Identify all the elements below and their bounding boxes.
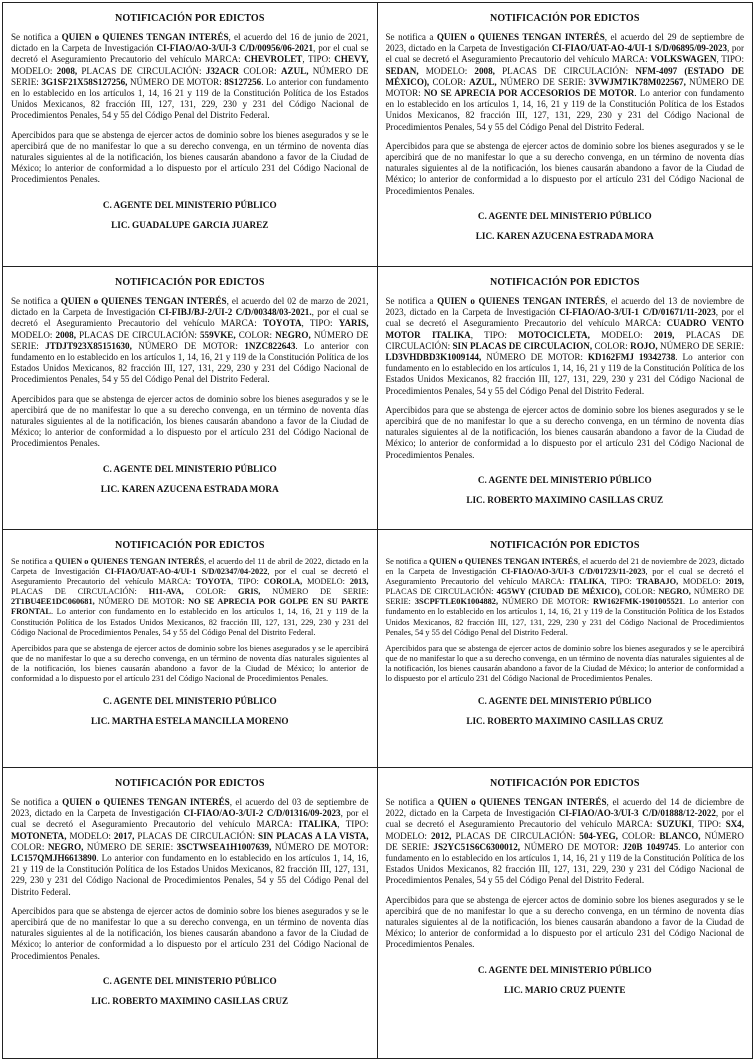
notice-title: NOTIFICACIÓN POR EDICTOS bbox=[490, 13, 640, 24]
notice-7 bbox=[3, 768, 378, 1058]
notice-official-name: LIC. ROBERTO MAXIMINO CASILLAS CRUZ bbox=[466, 494, 664, 505]
notice-signature: C. AGENTE DEL MINISTERIO PÚBLICO bbox=[477, 210, 652, 221]
notice-signature: C. AGENTE DEL MINISTERIO PÚBLICO bbox=[477, 696, 652, 707]
emphasis-text: ITALIKA bbox=[298, 819, 338, 830]
notice-3 bbox=[3, 267, 378, 530]
emphasis-text: AZUL, bbox=[280, 65, 309, 76]
emphasis-text: SEDAN, bbox=[385, 65, 419, 76]
notice-title: NOTIFICACIÓN POR EDICTOS bbox=[115, 778, 265, 789]
notice-body: Se notifica a QUIEN o QUIENES TENGAN INTERÉS, el acuerdo del 02 de marzo de 2021, dictado en la Carpeta de Investigación CI-FIBJ/BJ-2/UI-2 C/D/00348/03-2021., por el cual se decretó el Aseguramiento Precautorio del vehículo MARCA: TOYOTA, TIPO: YARIS, MODELO: 2008, PLACAS DE CIRCULACIÓN: 559VKE, COLOR: NEGRO, NÚMERO DE SERIE: JTDJT923X85151630, NÚMERO DE MOTOR: 1NZC822643. Lo anterior con fundamento en lo establecido en los artículos 1, 14, 16, 21 y 119 de la Constitución Política de los Estados Unidos Mexicanos, 82 fracción III, 127, 131, 229, 230 y 231 del Código Nacional de Procedimientos Penales, 54 y 55 del Código Penal del Distrito Federal. bbox=[11, 296, 369, 385]
emphasis-text: NFM-4097 (ESTADO DE MÉXICO), bbox=[385, 65, 744, 87]
emphasis-text: J32ACR bbox=[205, 65, 240, 76]
emphasis-text: J20B 1049745 bbox=[622, 841, 679, 852]
emphasis-text: CHEVROLET bbox=[244, 54, 303, 65]
emphasis-text: 2017, bbox=[113, 830, 135, 841]
notice-signature: C. AGENTE DEL MINISTERIO PÚBLICO bbox=[477, 964, 652, 975]
emphasis-text: KD162FMJ 19342738 bbox=[587, 352, 676, 363]
emphasis-text: CI-FIBJ/BJ-2/UI-2 C/D/00348/03-2021. bbox=[158, 307, 312, 318]
notice-signature: C. AGENTE DEL MINISTERIO PÚBLICO bbox=[102, 696, 277, 707]
emphasis-text: JTDJT923X85151630, bbox=[45, 340, 132, 351]
emphasis-text: VOLKSWAGEN bbox=[650, 54, 717, 65]
emphasis-text: CI-FIAO/UAT-AO-4/UI-1 S/D/06895/09-2023 bbox=[551, 43, 728, 54]
notice-warning: Apercibidos para que se abstenga de ejercer actos de dominio sobre los bienes asegurados y se le apercibirá que de no manifestar lo que a su derecho convenga, en un término de noventa días naturales siguientes al de la notificación, los bienes causarán abandono a favor de la Ciudad de México; lo anterior de conformidad a lo dispuesto por el artículo 231 del Código Nacional de Procedimientos Penales. bbox=[385, 643, 744, 684]
emphasis-text: NEGRO, bbox=[658, 587, 691, 597]
emphasis-text: CHEVY, bbox=[334, 54, 369, 65]
emphasis-text: 8S127256 bbox=[224, 76, 262, 87]
notice-warning: Apercibidos para que se abstenga de ejercer actos de dominio sobre los bienes asegurados y se le apercibirá que de no manifestar lo que a su derecho convenga, en un término de noventa días naturales siguientes al de la notificación, los bienes causarán abandono a favor de la Ciudad de México; lo anterior de conformidad a lo dispuesto por el artículo 231 del Código Nacional de Procedimientos Penales. bbox=[385, 894, 744, 950]
emphasis-text: AZUL, bbox=[469, 76, 497, 87]
notice-title: NOTIFICACIÓN POR EDICTOS bbox=[490, 277, 640, 288]
emphasis-text: CI-FIAO/AO-3/UI-3 C/D/01723/11-2023 bbox=[501, 567, 646, 577]
emphasis-text: NEGRO, bbox=[275, 329, 311, 340]
emphasis-text: CI-FIAO/AO-3/UI-3 C/D/01888/12-2022 bbox=[558, 808, 716, 819]
emphasis-text: 2019, bbox=[653, 329, 675, 340]
notice-warning: Apercibidos para que se abstenga de ejercer actos de dominio sobre los bienes asegurados y se le apercibirá que de no manifestar lo que a su derecho convenga, en un término de noventa días naturales siguientes al de la notificación, los bienes causarán abandono a favor de la Ciudad de México; lo anterior de conformidad a lo dispuesto por el artículo 231 del Código Nacional de Procedimientos Penales. bbox=[11, 905, 369, 961]
emphasis-text: 3SCPFTLE0K1004882, bbox=[414, 597, 499, 607]
notice-body: Se notifica a QUIEN o QUIENES TENGAN INTERÉS, el acuerdo del 11 de abril de 2022, dictado en la Carpeta de Investigación CI-FIAO/UAT-AO-4/UI-1 S/D/02347/04-2022, por el cual se decretó el Aseguramiento Precautorio del vehículo MARCA: TOYOTA, TIPO: COROLA, MODELO: 2013, PLACAS DE CIRCULACIÓN: H11-AVA, COLOR: GRIS, NÚMERO DE SERIE: 2T1BU4EE1DC060681, NÚMERO DE MOTOR: NO SE APRECIA POR GOLPE EN SU PARTE FRONTAL. Lo anterior con fundamento en lo establecido en los artículos 1, 14, 16, 21 y 119 de la Constitución Política de los Estados Unidos Mexicanos, 82 fracción III, 127, 131, 229, 230 y 231 del Código Nacional de Procedimientos Penales, 54 y 55 del Código Penal del Distrito Federal. bbox=[11, 557, 369, 637]
notice-warning: Apercibidos para que se abstenga de ejercer actos de dominio sobre los bienes asegurados y se le apercibirá que de no manifestar lo que a su derecho convenga, en un término de noventa días naturales siguientes al de la notificación, los bienes causarán abandono a favor de la Ciudad de México; lo anterior de conformidad a lo dispuesto por el artículo 231 del Código Nacional de Procedimientos Penales. bbox=[385, 140, 744, 196]
emphasis-text: COROLA, bbox=[263, 577, 303, 587]
notice-official-name: LIC. ROBERTO MAXIMINO CASILLAS CRUZ bbox=[91, 995, 289, 1006]
emphasis-text: 2T1BU4EE1DC060681, bbox=[11, 597, 95, 607]
emphasis-text: 1NZC822643 bbox=[244, 340, 296, 351]
emphasis-text: 504-YEG, bbox=[579, 830, 618, 841]
emphasis-text: 4G5WY (CIUDAD DE MÉXICO), bbox=[496, 587, 622, 597]
emphasis-text: CI-FIAO/AO-3/UI-1 C/D/01671/11-2023 bbox=[559, 307, 716, 318]
emphasis-text: SX4, bbox=[725, 819, 745, 830]
emphasis-text: MOTOCICLETA, bbox=[518, 329, 590, 340]
emphasis-text: TOYOTA bbox=[262, 318, 302, 329]
emphasis-text: YARIS, bbox=[338, 318, 369, 329]
emphasis-text: QUIEN o QUIENES TENGAN INTERÉS bbox=[429, 557, 579, 566]
notice-official-name: LIC. GUADALUPE GARCIA JUAREZ bbox=[111, 219, 269, 230]
notice-title: NOTIFICACIÓN POR EDICTOS bbox=[115, 540, 265, 551]
emphasis-text: QUIEN o QUIENES TENGAN INTERÉS bbox=[437, 296, 606, 306]
notice-official-name: LIC. MARTHA ESTELA MANCILLA MORENO bbox=[91, 716, 289, 727]
emphasis-text: LD3VHDBD3K1009144, bbox=[385, 352, 482, 363]
emphasis-text: SIN PLACAS A LA VISTA, bbox=[258, 830, 369, 841]
notice-warning: Apercibidos para que se abstenga de ejercer actos de dominio sobre los bienes asegurados y se le apercibirá que de no manifestar lo que a su derecho convenga, en un término de noventa días naturales siguientes al de la notificación, los bienes causarán abandono a favor de la Ciudad de México; lo anterior de conformidad a lo dispuesto por el artículo 231 del Código Nacional de Procedimientos Penales. bbox=[11, 129, 369, 185]
emphasis-text: LC157QMJH6613890 bbox=[11, 853, 97, 864]
emphasis-text: 2019, bbox=[725, 577, 744, 587]
emphasis-text: NO SE APRECIA POR ACCESORIOS DE MOTOR bbox=[423, 88, 635, 99]
emphasis-text: QUIEN o QUIENES TENGAN INTERÉS bbox=[62, 797, 230, 807]
notice-body: Se notifica a QUIEN o QUIENES TENGAN INTERÉS, el acuerdo del 13 de noviembre de 2023, dictado en la Carpeta de Investigación CI-FIAO/AO-3/UI-1 C/D/01671/11-2023, por el cual se decretó el Aseguramiento Precautorio del vehículo MARCA: CUADRO VENTO MOTOR ITALIKA, TIPO: MOTOCICLETA, MODELO: 2019, PLACAS DE CIRCULACIÓN: SIN PLACAS DE CIRCULACION, COLOR: ROJO, NÚMERO DE SERIE: LD3VHDBD3K1009144, NÚMERO DE MOTOR: KD162FMJ 19342738. Lo anterior con fundamento en lo establecido en los artículos 1, 14, 16, 21 y 119 de la Constitución Política de los Estados Unidos Mexicanos, 82 fracción III, 127, 131, 229, 230 y 231 del Código Nacional de Procedimientos Penales, 54 y 55 del Código Penal del Distrito Federal. bbox=[385, 296, 744, 396]
emphasis-text: QUIEN o QUIENES TENGAN INTERÉS bbox=[54, 557, 205, 566]
emphasis-text: SUZUKI bbox=[656, 819, 692, 830]
notice-official-name: LIC. KAREN AZUCENA ESTRADA MORA bbox=[100, 483, 279, 494]
emphasis-text: CUADRO VENTO MOTOR ITALIKA bbox=[385, 318, 744, 340]
edicts-grid bbox=[2, 2, 753, 1059]
notice-signature: C. AGENTE DEL MINISTERIO PÚBLICO bbox=[102, 199, 277, 210]
emphasis-text: 3SCTWSEA1H1007639, bbox=[176, 841, 272, 852]
notice-title: NOTIFICACIÓN POR EDICTOS bbox=[115, 13, 265, 24]
notice-official-name: LIC. KAREN AZUCENA ESTRADA MORA bbox=[475, 230, 654, 241]
emphasis-text: QUIEN o QUIENES TENGAN INTERÉS bbox=[61, 32, 229, 42]
notice-official-name: LIC. MARIO CRUZ PUENTE bbox=[504, 984, 626, 995]
emphasis-text: 559VKE, bbox=[200, 329, 236, 340]
notice-official-name: LIC. ROBERTO MAXIMINO CASILLAS CRUZ bbox=[466, 716, 664, 727]
notice-warning: Apercibidos para que se abstenga de ejercer actos de dominio sobre los bienes asegurados y se le apercibirá que de no manifestar lo que a su derecho convenga, en un término de noventa días naturales siguientes al de la notificación, los bienes causarán abandono a favor de la Ciudad de México; lo anterior de conformidad a lo dispuesto por el artículo 231 del Código Nacional de Procedimientos Penales. bbox=[11, 643, 369, 684]
emphasis-text: CI-FIAO/AO-3/UI-2 C/D/01316/09-2023 bbox=[183, 808, 341, 819]
notice-body: Se notifica a QUIEN o QUIENES TENGAN INTERÉS, el acuerdo del 03 de septiembre de 2023, dictado en la Carpeta de Investigación CI-FIAO/AO-3/UI-2 C/D/01316/09-2023, por el cual se decretó el Aseguramiento Precautorio del vehículo MARCA: ITALIKA, TIPO: MOTONETA, MODELO: 2017, PLACAS DE CIRCULACIÓN: SIN PLACAS A LA VISTA, COLOR: NEGRO, NÚMERO DE SERIE: 3SCTWSEA1H1007639, NÚMERO DE MOTOR: LC157QMJH6613890. Lo anterior con fundamento en lo establecido en los artículos 1, 14, 16, 21 y 119 de la Constitución Política de los Estados Unidos Mexicanos, 82 fracción III, 127, 131, 229, 230 y 231 del Código Nacional de Procedimientos Penales, 54 y 55 del Código Penal del Distrito Federal. bbox=[11, 797, 369, 897]
emphasis-text: 3VWJM71K78M022567, bbox=[589, 76, 686, 87]
emphasis-text: CI-FIAO/UAT-AO-4/UI-1 S/D/02347/04-2022 bbox=[104, 567, 268, 577]
notice-title: NOTIFICACIÓN POR EDICTOS bbox=[490, 778, 640, 789]
notice-1 bbox=[3, 3, 378, 267]
emphasis-text: QUIEN o QUIENES TENGAN INTERÉS bbox=[436, 32, 605, 42]
emphasis-text: QUIEN o QUIENES TENGAN INTERÉS bbox=[60, 296, 227, 306]
emphasis-text: TRABAJO, bbox=[636, 577, 679, 587]
notice-body: Se notifica a QUIEN o QUIENES TENGAN INTERÉS, el acuerdo del 29 de septiembre de 2023, dictado en la Carpeta de Investigación CI-FIAO/UAT-AO-4/UI-1 S/D/06895/09-2023, por el cual se decretó el Aseguramiento Precautorio del vehículo MARCA: VOLKSWAGEN, TIPO: SEDAN, MODELO: 2008, PLACAS DE CIRCULACIÓN: NFM-4097 (ESTADO DE MÉXICO), COLOR: AZUL, NÚMERO DE SERIE: 3VWJM71K78M022567, NÚMERO DE MOTOR: NO SE APRECIA POR ACCESORIOS DE MOTOR. Lo anterior con fundamento en lo establecido en los artículos 1, 14, 16, 21 y 119 de la Constitución Política de los Estados Unidos Mexicanos, 82 fracción III, 127, 131, 229, 230 y 231 del Código Nacional de Procedimientos Penales, 54 y 55 del Código Penal del Distrito Federal. bbox=[385, 32, 745, 132]
emphasis-text: 3G1SF21X58S127256, bbox=[41, 76, 128, 87]
emphasis-text: SIN PLACAS DE CIRCULACION, bbox=[452, 340, 593, 351]
notice-warning: Apercibidos para que se abstenga de ejercer actos de dominio sobre los bienes asegurados y se le apercibirá que de no manifestar lo que a su derecho convenga, en un término de noventa días naturales siguientes al de la notificación, los bienes causarán abandono a favor de la Ciudad de México; lo anterior de conformidad a lo dispuesto por el artículo 231 del Código Nacional de Procedimientos Penales. bbox=[385, 404, 744, 460]
emphasis-text: 2008, bbox=[55, 329, 76, 340]
notice-signature: C. AGENTE DEL MINISTERIO PÚBLICO bbox=[102, 975, 277, 986]
emphasis-text: MOTONETA, bbox=[11, 830, 67, 841]
emphasis-text: GRIS, bbox=[237, 587, 261, 597]
notice-body: Se notifica a QUIEN o QUIENES TENGAN INTERÉS, el acuerdo del 14 de diciembre de 2022, dictado en la Carpeta de Investigación CI-FIAO/AO-3/UI-3 C/D/01888/12-2022, por el cual se decretó el Aseguramiento Precautorio del vehículo MARCA: SUZUKI, TIPO: SX4, MODELO: 2012, PLACAS DE CIRCULACIÓN: 504-YEG, COLOR: BLANCO, NÚMERO DE SERIE: JS2YC51S6C6300012, NÚMERO DE MOTOR: J20B 1049745. Lo anterior con fundamento en lo establecido en los artículos 1, 14, 16, 21 y 119 de la Constitución Política de los Estados Unidos Mexicanos, 82 fracción III, 127, 131, 229, 230 y 231 del Código Nacional de Procedimientos Penales, 54 y 55 del Código Penal del Distrito Federal. bbox=[385, 797, 745, 886]
notice-signature: C. AGENTE DEL MINISTERIO PÚBLICO bbox=[102, 463, 277, 474]
notice-title: NOTIFICACIÓN POR EDICTOS bbox=[490, 540, 640, 551]
notice-6 bbox=[378, 530, 753, 768]
notice-warning: Apercibidos para que se abstenga de ejercer actos de dominio sobre los bienes asegurados y se le apercibirá que de no manifestar lo que a su derecho convenga, en un término de noventa días naturales siguientes al de la notificación, los bienes causarán abandono a favor de la Ciudad de México; lo anterior de conformidad a lo dispuesto por el artículo 231 del Código Nacional de Procedimientos Penales. bbox=[11, 393, 369, 449]
emphasis-text: BLANCO, bbox=[659, 830, 701, 841]
emphasis-text: ITALIKA bbox=[569, 577, 605, 587]
notice-2 bbox=[378, 3, 753, 267]
notice-title: NOTIFICACIÓN POR EDICTOS bbox=[115, 277, 265, 288]
notice-signature: C. AGENTE DEL MINISTERIO PÚBLICO bbox=[477, 474, 652, 485]
emphasis-text: 2012, bbox=[430, 830, 452, 841]
emphasis-text: 2008, bbox=[474, 65, 495, 76]
emphasis-text: NO SE APRECIA POR GOLPE EN SU PARTE FRONTAL bbox=[11, 597, 369, 617]
notice-5 bbox=[3, 530, 378, 768]
emphasis-text: NEGRO, bbox=[47, 841, 84, 852]
emphasis-text: 2013, bbox=[349, 577, 369, 587]
notice-body: Se notifica a QUIEN o QUIENES TENGAN INTERÉS, el acuerdo del 21 de noviembre de 2023, dictado en la Carpeta de Investigación CI-FIAO/AO-3/UI-3 C/D/01723/11-2023, por el cual se decretó el Aseguramiento Precautorio del vehículo MARCA: ITALIKA, TIPO: TRABAJO, MODELO: 2019, PLACAS DE CIRCULACIÓN: 4G5WY (CIUDAD DE MÉXICO), COLOR: NEGRO, NÚMERO DE SERIE: 3SCPFTLE0K1004882, NÚMERO DE MOTOR: RW162FMK-1901005521. Lo anterior con fundamento en lo establecido en los artículos 1, 14, 16, 21 y 119 de la Constitución Política de los Estados Unidos Mexicanos, 82 fracción III, 127, 131, 229, 230 y 231 del Código Nacional de Procedimientos Penales, 54 y 55 del Código Penal del Distrito Federal. bbox=[385, 557, 744, 637]
notice-8 bbox=[378, 768, 753, 1058]
emphasis-text: QUIEN o QUIENES TENGAN INTERÉS bbox=[437, 797, 607, 807]
emphasis-text: ROJO, bbox=[630, 340, 658, 351]
notice-body: Se notifica a QUIEN o QUIENES TENGAN INTERÉS, el acuerdo del 16 de junio de 2021, dictado en la Carpeta de Investigación CI-FIAO/AO-3/UI-3 C/D/00956/06-2021, por el cual se decretó el Aseguramiento Precautorio del vehículo MARCA: CHEVROLET, TIPO: CHEVY, MODELO: 2008, PLACAS DE CIRCULACIÓN: J32ACR COLOR: AZUL, NÚMERO DE SERIE: 3G1SF21X58S127256, NÚMERO DE MOTOR: 8S127256. Lo anterior con fundamento en lo establecido en los artículos 1, 14, 16 21 y 119 de la Constitución Política de los Estados Unidos Mexicanos, 82 fracción III, 127, 131, 229, 230 y 231 del Código Nacional de Procedimientos Penales, 54 y 55 del Código Penal del Distrito Federal. bbox=[11, 32, 369, 121]
emphasis-text: 2008, bbox=[56, 65, 78, 76]
emphasis-text: RW162FMK-1901005521 bbox=[593, 597, 684, 607]
emphasis-text: JS2YC51S6C6300012, bbox=[433, 841, 521, 852]
emphasis-text: CI-FIAO/AO-3/UI-3 C/D/00956/06-2021 bbox=[156, 43, 313, 54]
emphasis-text: H11-AVA, bbox=[148, 587, 184, 597]
notice-4 bbox=[378, 267, 753, 530]
emphasis-text: TOYOTA bbox=[195, 577, 232, 587]
